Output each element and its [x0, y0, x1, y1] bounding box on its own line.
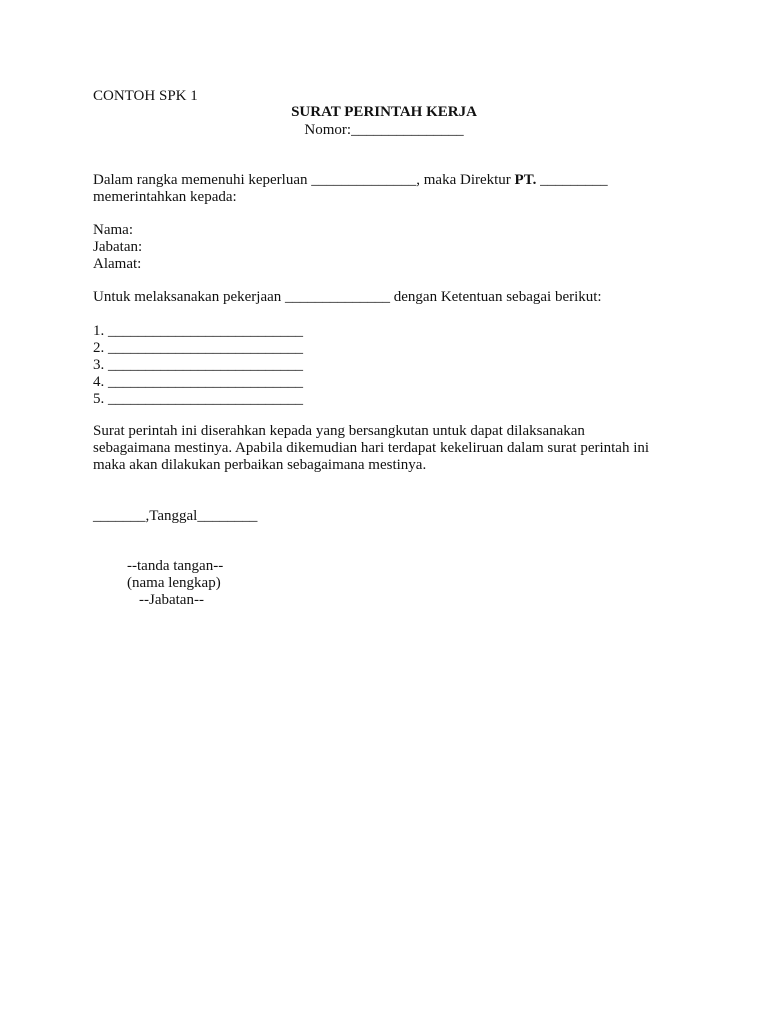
closing-line: Surat perintah ini diserahkan kepada yang bersangkutan untuk dapat dilaksanakan: [93, 423, 585, 439]
field-address: Alamat:: [93, 256, 142, 272]
provision-item: 2. __________________________: [93, 340, 303, 356]
document-title: SURAT PERINTAH KERJA: [291, 104, 477, 120]
field-position: Jabatan:: [93, 239, 143, 255]
provision-item: 1. __________________________: [93, 323, 303, 339]
document-number: Nomor:_______________: [304, 122, 464, 138]
signature-sign: --tanda tangan--: [127, 558, 224, 574]
document-label: CONTOH SPK 1: [93, 88, 198, 104]
intro-text-1: Dalam rangka memenuhi keperluan ______________, maka Direktur: [93, 172, 515, 188]
company-prefix: PT.: [514, 172, 537, 188]
intro-text-2: _________: [536, 172, 608, 188]
closing-line: sebagaimana mestinya. Apabila dikemudian hari terdapat kekeliruan dalam surat perintah ini: [93, 440, 650, 456]
field-name: Nama:: [93, 222, 133, 238]
intro-line-2: memerintahkan kepada:: [93, 189, 237, 205]
closing-line: maka akan dilakukan perbaikan sebagaimana mestinya.: [93, 457, 427, 473]
task-line: Untuk melaksanakan pekerjaan ______________ dengan Ketentuan sebagai berikut:: [93, 289, 602, 305]
provision-item: 3. __________________________: [93, 357, 303, 373]
provision-item: 4. __________________________: [93, 374, 303, 390]
intro-line-1: [93, 172, 608, 189]
signature-name: (nama lengkap): [127, 575, 221, 591]
date-line: _______,Tanggal________: [93, 508, 258, 524]
signature-position: --Jabatan--: [139, 592, 204, 608]
provision-item: 5. __________________________: [93, 391, 303, 407]
